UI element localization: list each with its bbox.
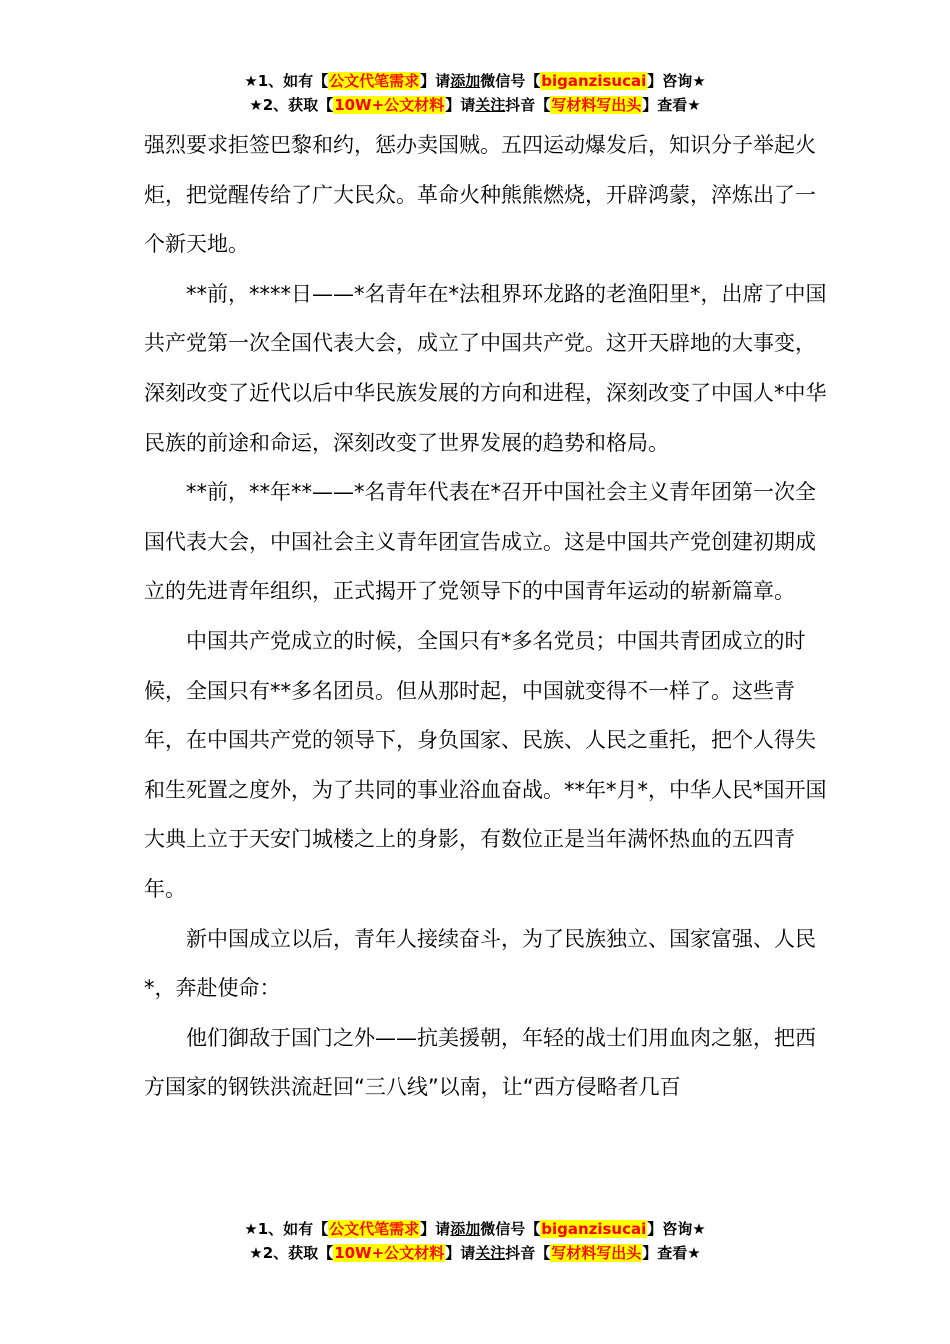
banner-underlined: 关注 xyxy=(475,96,506,114)
douyin-account: 写材料写出头 xyxy=(551,1244,642,1262)
banner-highlight: 公文代笔需求 xyxy=(329,72,420,90)
banner-text: 微信号【 xyxy=(480,1220,541,1238)
banner-text: 】请 xyxy=(445,1244,476,1262)
document-body xyxy=(144,121,834,1113)
banner-line-1 xyxy=(0,69,950,93)
banner-underlined: 添加 xyxy=(450,72,481,90)
banner-line-1 xyxy=(0,1217,950,1241)
banner-highlight: 10W+公文材料 xyxy=(334,1244,445,1262)
banner-line-2 xyxy=(0,93,950,117)
top-banner xyxy=(0,69,950,117)
paragraph: **前，**年**——*名青年代表在*召开中国社会主义青年团第一次全国代表大会，中国社会主义青年团宣告成立。这是中国共产党创建初期成立的先进青年组织，正式揭开了党领导下的中国青年运动的崭新篇章。 xyxy=(144,480,816,604)
wechat-id: biganzisucai xyxy=(541,1220,647,1238)
paragraph: 新中国成立以后，青年人接续奋斗，为了民族独立、国家富强、人民*，奔赴使命： xyxy=(144,926,816,1001)
banner-text: 】查看★ xyxy=(642,96,701,114)
wechat-id: biganzisucai xyxy=(541,72,647,90)
paragraph: **前，****日——*名青年在*法租界环龙路的老渔阳里*，出席了中国共产党第一次全国代表大会，成立了中国共产党。这开天辟地的大事变，深刻改变了近代以后中华民族发展的方向和进程，深刻改变了中国人*中华民族的前途和命运，深刻改变了世界发展的趋势和格局。 xyxy=(144,281,827,455)
banner-text: ★2、获取【 xyxy=(249,96,334,114)
banner-text: 微信号【 xyxy=(480,72,541,90)
banner-text: 】咨询★ xyxy=(647,1220,706,1238)
banner-text: ★2、获取【 xyxy=(249,1244,334,1262)
banner-text: ★1、如有【 xyxy=(244,1220,329,1238)
banner-highlight: 10W+公文材料 xyxy=(334,96,445,114)
banner-text: 】请 xyxy=(445,96,476,114)
banner-text: 抖音【 xyxy=(505,96,551,114)
douyin-account: 写材料写出头 xyxy=(551,96,642,114)
paragraph: 强烈要求拒签巴黎和约，惩办卖国贼。五四运动爆发后，知识分子举起火炬，把觉醒传给了广大民众。革命火种熊熊燃烧，开辟鸿蒙，淬炼出了一个新天地。 xyxy=(144,133,816,257)
banner-text: 】请 xyxy=(420,1220,451,1238)
banner-text: 】查看★ xyxy=(642,1244,701,1262)
banner-text: 】请 xyxy=(420,72,451,90)
bottom-banner xyxy=(0,1217,950,1265)
banner-text: 抖音【 xyxy=(505,1244,551,1262)
banner-text: ★1、如有【 xyxy=(244,72,329,90)
banner-underlined: 关注 xyxy=(475,1244,506,1262)
banner-underlined: 添加 xyxy=(450,1220,481,1238)
banner-line-2 xyxy=(0,1241,950,1265)
banner-highlight: 公文代笔需求 xyxy=(329,1220,420,1238)
paragraph: 他们御敌于国门之外——抗美援朝，年轻的战士们用血肉之躯，把西方国家的钢铁洪流赶回“三八线”以南，让“西方侵略者几百 xyxy=(144,1025,816,1100)
banner-text: 】咨询★ xyxy=(647,72,706,90)
paragraph: 中国共产党成立的时候，全国只有*多名党员；中国共青团成立的时候，全国只有**多名团员。但从那时起，中国就变得不一样了。这些青年，在中国共产党的领导下，身负国家、民族、人民之重托，把个人得失和生死置之度外，为了共同的事业浴血奋战。**年*月*，中华人民*国开国大典上立于天安门城楼之上的身影，有数位正是当年满怀热血的五四青年。 xyxy=(144,628,827,901)
